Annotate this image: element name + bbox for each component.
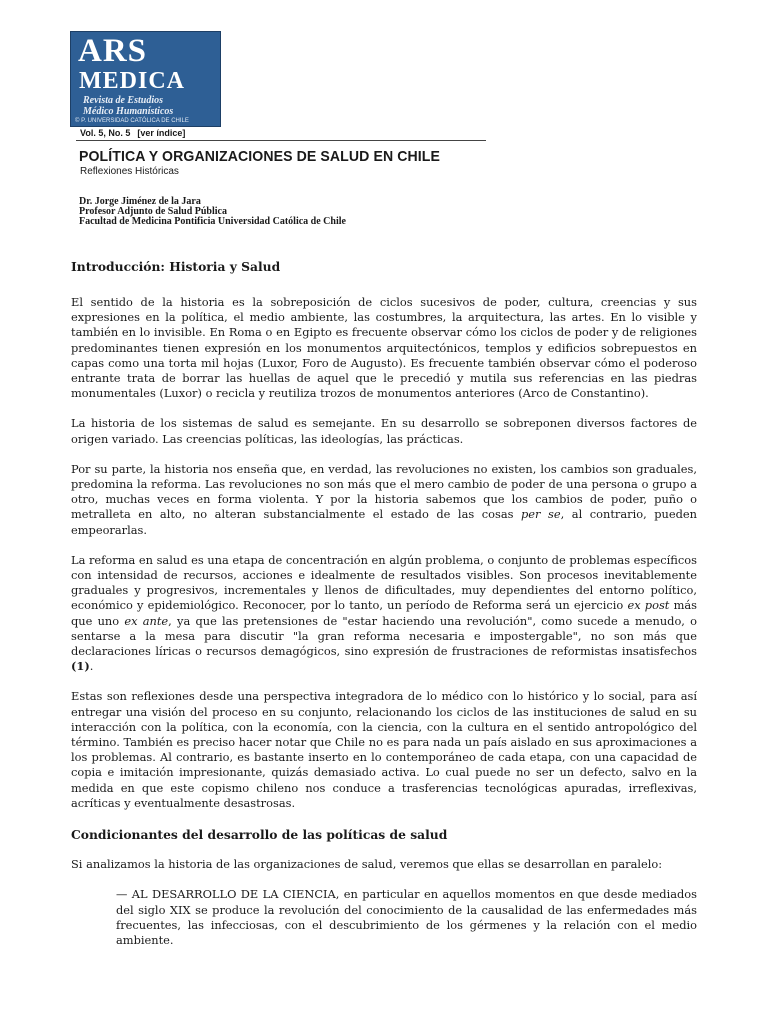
text-run: , al contrario, pueden empeorarlas. bbox=[71, 507, 698, 537]
article-body bbox=[71, 258, 697, 963]
reference-link[interactable]: (1) bbox=[71, 659, 90, 674]
paragraph-4 bbox=[71, 553, 697, 675]
section-heading-intro: Introducción: Historia y Salud bbox=[71, 259, 281, 274]
text-run: La reforma en salud es una etapa de concentración en algún problema, o conjunto de problemas específicos con intensidad de recursos, acciones e idealmente de resultados visibles. Son procesos inevitablemente graduales y progresivos, incrementales y llenos de dificultades, muy dependientes del entorno político, económico y epidemiológico. Reconocer, por lo tanto, un período de Reforma será un ejercicio bbox=[71, 552, 697, 613]
paragraph-7: — AL DESARROLLO DE LA CIENCIA, en particular en aquellos momentos en que desde mediados del siglo XIX se produce la revolución del conocimiento de la causalidad de las enfermedades más frecuentes, las infecciosas, con el descubrimiento de los gérmenes y la relación con el medio ambiente. bbox=[116, 887, 697, 947]
paragraph-2: La historia de los sistemas de salud es semejante. En su desarrollo se sobreponen diversos factores de origen variado. Las creencias políticas, las ideologías, las prácticas. bbox=[71, 416, 697, 446]
emphasis: ex post bbox=[627, 598, 670, 613]
emphasis: per se bbox=[521, 507, 561, 522]
logo-copyright: © P. UNIVERSIDAD CATÓLICA DE CHILE bbox=[75, 118, 189, 124]
paragraph-1: El sentido de la historia es la sobreposición de ciclos sucesivos de poder, cultura, creencias y sus expresiones en la política, el medio ambiente, las costumbres, la arquitectura, las artes. En lo visible y también en lo invisible. En Roma o en Egipto es frecuente observar cómo los ciclos de poder y de religiones predominantes tienen expresión en los monumentos arquitectónicos, templos y edificios sobrepuestos en capas como una torta mil hojas (Luxor, Foro de Augusto). Es frecuente también observar cómo el poderoso entrante trata de borrar las huellas de aquel que le precedió y mutila sus referencias en las piedras monumentales (Luxor) o recicla y reutiliza trozos de monumentos anteriores (Arco de Constantino). bbox=[71, 295, 697, 401]
paragraph-3 bbox=[71, 462, 697, 538]
author-name: Dr. Jorge Jiménez de la Jara bbox=[79, 196, 201, 207]
author-affiliation: Facultad de Medicina Pontificia Universidad Católica de Chile bbox=[79, 216, 346, 227]
section-heading-conditions: Condicionantes del desarrollo de las políticas de salud bbox=[71, 827, 448, 843]
ars-medica-logo bbox=[70, 31, 221, 127]
header-divider bbox=[76, 140, 486, 141]
logo-subtitle-1: Revista de Estudios bbox=[83, 95, 164, 106]
logo-medica: MEDICA bbox=[79, 68, 185, 94]
emphasis: ex ante bbox=[124, 613, 169, 628]
logo-ars: ARS bbox=[78, 33, 148, 69]
author-block bbox=[79, 197, 346, 227]
article-title: POLÍTICA Y ORGANIZACIONES DE SALUD EN CHILE bbox=[79, 148, 441, 165]
author-role: Profesor Adjunto de Salud Pública bbox=[79, 206, 227, 217]
text-run: . bbox=[89, 659, 94, 674]
text-run: más que uno bbox=[71, 598, 698, 628]
text-run: Por su parte, la historia nos enseña que, en verdad, las revoluciones no existen, los cambios son graduales, predomina la reforma. Las revoluciones no son más que el mero cambio de poder de una persona o grupo a otro, muchas veces en forma violenta. Y por la historia sabemos que los cambios de poder, puño o metralleta en alto, no alteran substancialmente el estado de las cosas bbox=[71, 461, 697, 522]
volume-label: Vol. 5, No. 5 bbox=[80, 128, 131, 138]
article-subtitle: Reflexiones Históricas bbox=[80, 166, 179, 177]
text-run: , ya que las pretensiones de "estar haciendo una revolución", como sucede a menudo, o sentarse a la mesa para discutir "la gran reforma necesaria e impostergable", no son más que declaraciones líricas o recursos demagógicos, sino expresión de frustraciones de reformistas insatisfechos bbox=[71, 613, 698, 659]
issue-line bbox=[80, 128, 185, 139]
paragraph-6: Si analizamos la historia de las organizaciones de salud, veremos que ellas se desarrollan en paralelo: bbox=[71, 857, 663, 872]
logo-subtitle-2: Médico Humanísticos bbox=[83, 106, 174, 117]
index-link[interactable]: [ver índice] bbox=[137, 128, 186, 138]
paragraph-5: Estas son reflexiones desde una perspectiva integradora de lo médico con lo histórico y lo social, para así entregar una visión del proceso en su conjunto, relacionando los ciclos de las instituciones de salud en su interacción con la política, con la economía, con la ciencia, con la cultura en el sentido antropológico del término. También es preciso hacer notar que Chile no es para nada un país aislado en sus aproximaciones a los problemas. Al contrario, es bastante inserto en lo contemporáneo de cada etapa, con una capacidad de copia e imitación impresionante, quizás demasiado activa. Lo cual puede no ser un defecto, salvo en la medida en que este copismo chileno nos conduce a trasferencias tecnológicas apuradas, irreflexivas, acríticas y eventualmente desastrosas. bbox=[71, 689, 697, 810]
